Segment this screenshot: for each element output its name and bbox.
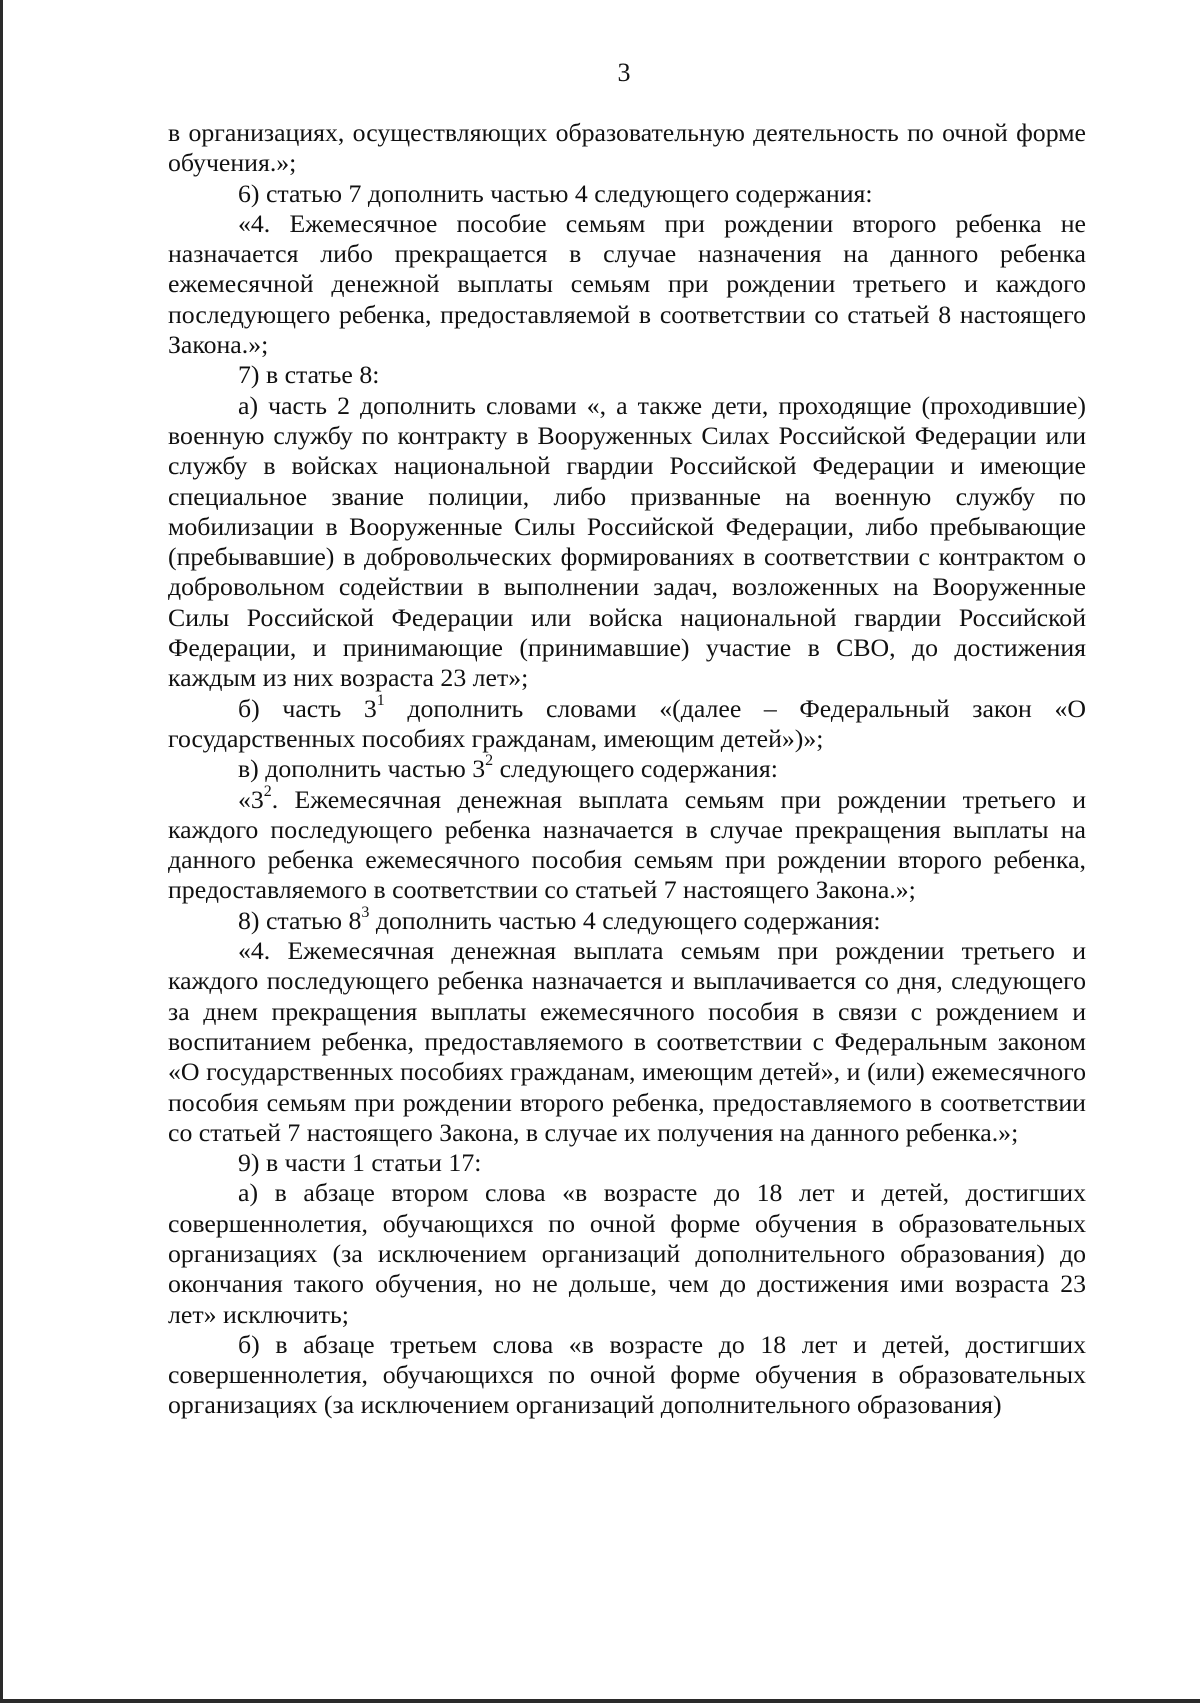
paragraph-item-6: 6) статью 7 дополнить частью 4 следующего содержания:: [238, 178, 873, 208]
text-run: дополнить словами «(далее – Федеральный закон «О государственных пособиях гражданам, имеющим детей»)»;: [168, 693, 1086, 753]
scan-bottom-edge: [0, 1699, 1200, 1703]
text-run: дополнить частью 4 следующего содержания:: [369, 905, 881, 935]
paragraph-quote-article-8-3: «4. Ежемесячная денежная выплата семьям при рождении третьего и каждого последующего ребенка назначается и выплачивается со дня, следующего за днем прекращения выплаты ежемесячного пособия в связи с рождением и воспитанием ребенка, предоставляемого в соответствии с Федеральным законом «О государственных пособиях гражданам, имеющим детей», и (или) ежемесячного пособия семьям при рождении второго ребенка, предоставляемого в соответствии со статьей 7 настоящего Закона, в случае их получения на данного ребенка.»;: [168, 936, 1086, 1147]
paragraph-quote-part-3-2: [168, 782, 1086, 906]
text-run: 8) статью 8: [238, 905, 362, 935]
paragraph-item-7v: [168, 754, 1086, 784]
paragraph-item-7a: а) часть 2 дополнить словами «, а также дети, проходящие (проходившие) военную службу по контракту в Вооруженных Силах Российской Федерации или службу в войсках национальной гвардии Российской Федерации и имеющие специальное звание полиции, либо призванные на военную службу по мобилизации в Вооруженные Силы Российской Федерации, либо пребывающие (пребывавшие) в добровольческих формированиях в соответствии с контрактом о добровольном содействии в выполнении задач, возложенных на Вооруженные Силы Российской Федерации или войска национальной гвардии Российской Федерации, и принимающие (принимавшие) участие в СВО, до достижения каждым из них возраста 23 лет»;: [168, 390, 1086, 693]
superscript: 2: [485, 752, 494, 770]
superscript: 2: [263, 782, 272, 800]
text-run: «3: [238, 784, 264, 814]
scan-left-edge: [0, 0, 3, 1703]
paragraph-item-8: [168, 903, 1086, 936]
paragraph-item-9: 9) в части 1 статьи 17:: [238, 1148, 482, 1178]
text-run: следующего содержания:: [493, 754, 778, 784]
paragraph-item-9b: б) в абзаце третьем слова «в возрасте до 18 лет и детей, достигших совершеннолетия, обучающихся по очной форме обучения в образовательных организациях (за исключением организаций дополнительного образования): [168, 1329, 1086, 1420]
paragraph-item-9a: а) в абзаце втором слова «в возрасте до 18 лет и детей, достигших совершеннолетия, обучающихся по очной форме обучения в образовательных организациях (за исключением организаций дополнительного образования) до окончания такого обучения, но не дольше, чем до достижения ими возраста 23 лет» исключить;: [168, 1178, 1086, 1329]
text-run: в) дополнить частью 3: [238, 754, 486, 784]
text-run: . Ежемесячная денежная выплата семьям при рождении третьего и каждого последующего ребенка назначается в случае прекращения выплаты на данного ребенка ежемесячного пособия семьям при рождении второго ребенка, предоставляемого в соответствии со статьей 7 настоящего Закона.»;: [168, 784, 1086, 905]
paragraph-item-7: 7) в статье 8:: [238, 360, 380, 390]
paragraph-item-7b: [168, 691, 1086, 755]
text-run: б) часть 3: [238, 693, 377, 723]
superscript: 1: [376, 691, 385, 709]
document-body: [168, 118, 1086, 1421]
superscript: 3: [361, 903, 370, 921]
paragraph-quote-article-7: «4. Ежемесячное пособие семьям при рождении второго ребенка не назначается либо прекращается в случае назначения на данного ребенка ежемесячной денежной выплаты семьям при рождении третьего и каждого последующего ребенка, предоставляемой в соответствии со статьей 8 настоящего Закона.»;: [168, 208, 1086, 360]
page-number: 3: [617, 58, 631, 87]
paragraph-continuation: в организациях, осуществляющих образовательную деятельность по очной форме обучения.»;: [168, 118, 1086, 178]
